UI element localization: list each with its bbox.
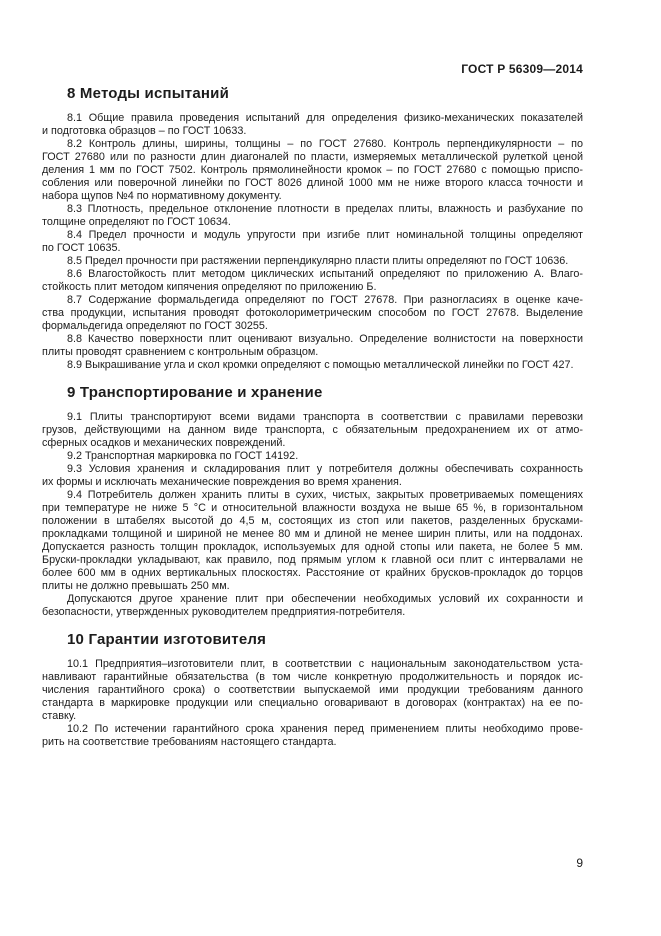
text-line: Допускается разность толщин прокладок, используемых для одной стопы или пакета, не более 5 мм.: [42, 541, 583, 553]
paragraph: [42, 112, 583, 138]
paragraph: [42, 138, 583, 203]
text-line: 8.1 Общие правила проведения испытаний для определения физико-механических показателей: [67, 112, 583, 124]
text-line: ГОСТ 27680 или по разности длин диагоналей по пласти, измеряемых металлической рулеткой ценой: [42, 151, 583, 163]
document-header-title: ГОСТ Р 56309—2014: [461, 62, 583, 76]
text-line: более 600 мм в одних вертикальных плоскостях. Расстояние от крайних брусков-прокладок до торцов: [42, 567, 583, 579]
paragraph: [42, 255, 583, 268]
paragraph: [42, 203, 583, 229]
text-line: 8.8 Качество поверхности плит оценивают визуально. Определение волнистости на поверхности: [67, 333, 583, 345]
text-line: 8.4 Предел прочности и модуль упругости при изгибе плит номинальной толщины определяют: [67, 229, 583, 241]
text-line: 8.9 Выкрашивание угла и скол кромки определяют с помощью металлической линейки по ГОСТ 427.: [67, 359, 574, 371]
text-line: Бруски-прокладки укладывают, как правило, под прямым углом к главной оси плит с интервалами не: [42, 554, 583, 566]
text-line: ставку.: [42, 710, 77, 722]
document-section: [42, 85, 583, 372]
text-line: 8.2 Контроль длины, ширины, толщины – по ГОСТ 27680. Контроль перпендикулярности – по: [67, 138, 583, 150]
document-section: [42, 631, 583, 749]
text-line: рить на соответствие требованиям настоящего стандарта.: [42, 736, 337, 748]
section-heading: 9 Транспортирование и хранение: [67, 384, 323, 401]
text-line: набора щупов №4 по нормативному документу.: [42, 190, 282, 202]
text-line: 9.4 Потребитель должен хранить плиты в сухих, чистых, закрытых проветриваемых помещениях: [67, 489, 583, 501]
text-line: стойкость плит методом кипячения определяют по приложению Б.: [42, 281, 377, 293]
text-line: по ГОСТ 10635.: [42, 242, 121, 254]
text-line: и подготовка образцов – по ГОСТ 10633.: [42, 125, 247, 137]
document-content: [42, 62, 583, 749]
section-heading: 10 Гарантии изготовителя: [67, 631, 267, 648]
text-line: собления или поверочной линейки по ГОСТ 8026 длиной 1000 мм не ниже второго класса точности и: [42, 177, 583, 189]
text-line: плиты не должно превышать 250 мм.: [42, 580, 230, 592]
text-line: 8.3 Плотность, предельное отклонение плотности в пределах плиты, влажность и разбухание по: [67, 203, 583, 215]
paragraph: [42, 229, 583, 255]
text-line: безопасности, утвержденных руководителем предприятия-потребителя.: [42, 606, 406, 618]
paragraph: [42, 463, 583, 489]
paragraph: [42, 359, 583, 372]
text-line: положении в штабелях высотой до 4,5 м, состоящих из стоп или пакетов, разделенных брусками-: [42, 515, 583, 527]
text-line: толщине определяют по ГОСТ 10634.: [42, 216, 231, 228]
paragraph: [42, 268, 583, 294]
text-line: 8.6 Влагостойкость плит методом циклических испытаний определяют по приложению А. Влаго-: [67, 268, 583, 280]
text-line: 9.1 Плиты транспортируют всеми видами транспорта в соответствии с правилами перевозки: [67, 411, 583, 423]
text-line: 8.7 Содержание формальдегида определяют по ГОСТ 27678. При разногласиях в оценке каче-: [67, 294, 583, 306]
text-line: деления 1 мм по ГОСТ 7502. Контроль прямолинейности кромок – по ГОСТ 27680 с помощью приспо-: [42, 164, 583, 176]
text-line: числения гарантийного срока) о соответствии выпускаемой ими продукции требованиям данного: [42, 684, 583, 696]
text-line: 8.5 Предел прочности при растяжении перпендикулярно пласти плиты определяют по ГОСТ 10636.: [67, 255, 569, 267]
text-line: сферных осадков и механических повреждений.: [42, 437, 286, 449]
paragraph: [42, 723, 583, 749]
paragraph: [42, 593, 583, 619]
text-line: ства продукции, испытания проводят фотоколориметрическим способом по ГОСТ 27678. Выделение: [42, 307, 583, 319]
page-number: 9: [576, 856, 583, 870]
document-section: [42, 384, 583, 619]
document-body: [42, 85, 583, 749]
text-line: 10.1 Предприятия–изготовители плит, в соответствии с национальным законодательством уста-: [67, 658, 583, 670]
text-line: стандарта в маркировке продукции или специально оговаривают в договорах (контрактах) на ее по-: [42, 697, 583, 709]
text-line: плиты проводят сравнением с контрольным образцом.: [42, 346, 319, 358]
paragraph: [42, 658, 583, 723]
text-line: при температуре не ниже 5 °С и относительной влажности воздуха не выше 65 %, в горизонтальном: [42, 502, 583, 514]
text-line: грузов, действующими на данном виде транспорта, с обязательным предохранением их от атмо-: [42, 424, 583, 436]
section-heading: 8 Методы испытаний: [67, 85, 229, 102]
paragraph: [42, 450, 583, 463]
text-line: Допускаются другое хранение плит при обеспечении необходимых условий их сохранности и: [67, 593, 583, 605]
text-line: 9.2 Транспортная маркировка по ГОСТ 14192.: [67, 450, 299, 462]
paragraph: [42, 411, 583, 450]
text-line: навливают гарантийные обязательства (в том числе конкретную продолжительность и порядок ис-: [42, 671, 583, 683]
text-line: 9.3 Условия хранения и складирования плит у потребителя должны обеспечивать сохранность: [67, 463, 583, 475]
paragraph: [42, 294, 583, 333]
paragraph: [42, 489, 583, 593]
text-line: 10.2 По истечении гарантийного срока хранения перед применением плиты необходимо прове-: [67, 723, 583, 735]
text-line: их формы и исключать механические повреждения во время хранения.: [42, 476, 402, 488]
text-line: прокладками толщиной и шириной не менее 80 мм и длиной не менее ширин плиты, или на поддонах.: [42, 528, 583, 540]
paragraph: [42, 333, 583, 359]
text-line: формальдегида определяют по ГОСТ 30255.: [42, 320, 268, 332]
